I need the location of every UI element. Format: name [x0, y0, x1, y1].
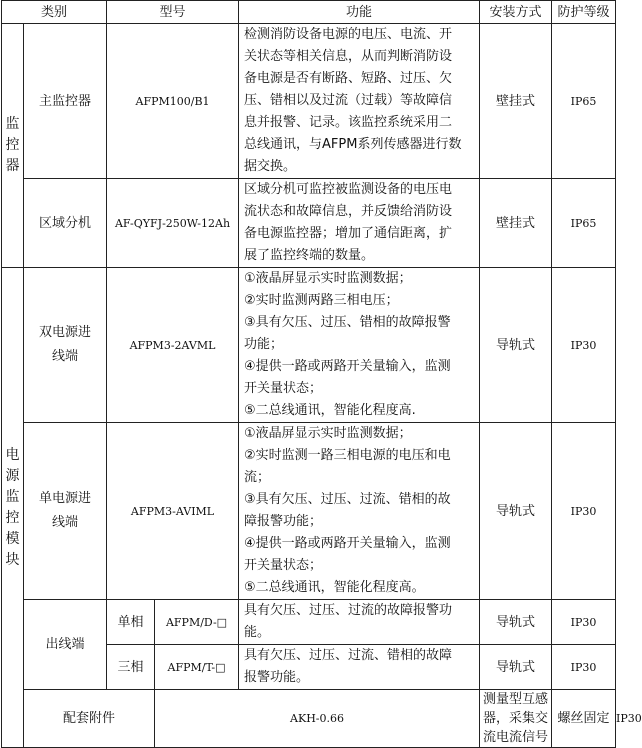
model-number: AFPM100/B1: [107, 24, 239, 179]
product-spec-table: [1, 0, 642, 748]
table-row: [2, 179, 616, 268]
install-method: 壁挂式: [480, 179, 552, 268]
function-description: ①液晶屏显示实时监测数据； ②实时监测一路三相电源的电压和电 流； ③具有欠压、过压、过流、错相的故 障报警功能； ④提供一路或两路开关量输入，监测 开关量状态； ⑤二总线通讯，智能化程度高。: [239, 423, 480, 600]
install-method: 螺丝固定: [552, 690, 616, 748]
table-row: [2, 268, 616, 423]
header-model: 型号: [107, 1, 239, 24]
model-number: AFPM3-2AVML: [107, 268, 239, 423]
table-row: [2, 600, 616, 645]
model-number: AKH-0.66: [155, 690, 480, 748]
header-function: 功能: [239, 1, 480, 24]
group-label-module: 电 源 监 控 模 块: [2, 268, 24, 748]
install-method: 导轨式: [480, 423, 552, 600]
function-description: 具有欠压、过压、过流的故障报警功 能。: [239, 600, 480, 645]
model-number: AFPM/D-□: [155, 600, 239, 645]
model-number: AFPM/T-□: [155, 645, 239, 690]
protection-level: IP65: [552, 179, 616, 268]
product-name: 出线端: [24, 600, 107, 690]
group-label-monitor: 监 控 器: [2, 24, 24, 268]
header-row: [2, 1, 616, 24]
product-name: 单电源进 线端: [24, 423, 107, 600]
table-row: 配套附件 AKH-0.66 测量型互感器，采集交流电流信号 螺丝固定 IP30: [2, 690, 616, 748]
protection-level: IP30: [552, 600, 616, 645]
install-method: 壁挂式: [480, 24, 552, 179]
phase-label: 单相: [107, 600, 155, 645]
function-description: 检测消防设备电源的电压、电流、开 关状态等相关信息，从而判断消防设 备电源是否有断路、短路、过压、欠 压、错相以及过流（过载）等故障信 息并报警、记录。该监控系统采用二 总线通讯，与AFPM系列传感器进行数 据交换。: [239, 24, 480, 179]
function-description: ①液晶屏显示实时监测数据； ②实时监测两路三相电压； ③具有欠压、过压、错相的故障报警 功能； ④提供一路或两路开关量输入，监测 开关量状态； ⑤二总线通讯，智能化程度高.: [239, 268, 480, 423]
header-protection: 防护等级: [552, 1, 616, 24]
accessory-label: 配套附件: [24, 690, 155, 748]
protection-level: IP30: [552, 645, 616, 690]
model-number: AFPM3-AVIML: [107, 423, 239, 600]
protection-level: IP30: [552, 423, 616, 600]
product-name: 主监控器: [24, 24, 107, 179]
function-description: 测量型互感器，采集交流电流信号: [480, 690, 552, 748]
header-category: 类别: [2, 1, 107, 24]
protection-level: IP30: [552, 268, 616, 423]
table-row: [2, 423, 616, 600]
phase-label: 三相: [107, 645, 155, 690]
function-description: 区域分机可监控被监测设备的电压电 流状态和故障信息，并反馈给消防设 备电源监控器；增加了通信距离，扩 展了监控终端的数量。: [239, 179, 480, 268]
install-method: 导轨式: [480, 268, 552, 423]
product-name: 区域分机: [24, 179, 107, 268]
install-method: 导轨式: [480, 600, 552, 645]
protection-level: IP65: [552, 24, 616, 179]
function-description: 具有欠压、过压、过流、错相的故障 报警功能。: [239, 645, 480, 690]
model-number: AF-QYFJ-250W-12Ah: [107, 179, 239, 268]
table-row: [2, 24, 616, 179]
product-name: 双电源进 线端: [24, 268, 107, 423]
install-method: 导轨式: [480, 645, 552, 690]
header-install: 安装方式: [480, 1, 552, 24]
